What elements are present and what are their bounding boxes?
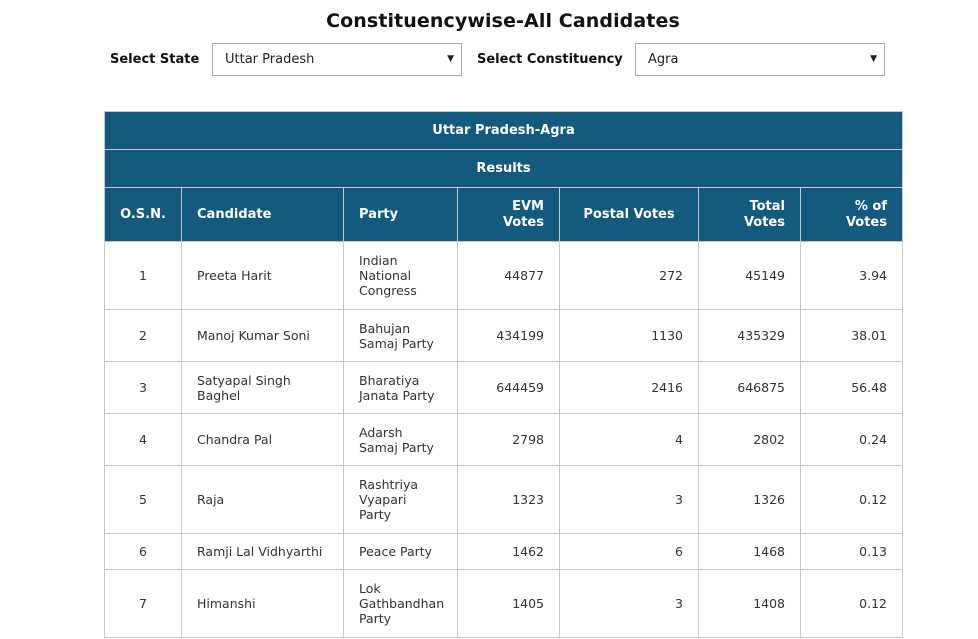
cell-percent-votes: 0.13 xyxy=(801,534,903,570)
cell-postal-votes: 1130 xyxy=(560,310,699,362)
cell-party-line: Rashtriya xyxy=(359,477,419,492)
constituency-banner: Uttar Pradesh-Agra xyxy=(105,112,903,150)
cell-party xyxy=(344,534,458,570)
header-pct-line1: % of xyxy=(854,198,887,214)
cell-party-line: Peace Party xyxy=(359,544,433,559)
cell-party-line: Lok xyxy=(359,581,381,596)
cell-evm-votes: 44877 xyxy=(458,242,560,310)
page-title: Constituencywise-All Candidates xyxy=(326,10,680,32)
cell-total-votes: 1408 xyxy=(699,570,801,638)
cell-osn: 7 xyxy=(105,570,182,638)
results-table xyxy=(104,111,903,638)
table-row xyxy=(105,362,903,414)
cell-total-votes: 646875 xyxy=(699,362,801,414)
cell-osn: 2 xyxy=(105,310,182,362)
header-osn: O.S.N. xyxy=(105,188,182,242)
table-row xyxy=(105,414,903,466)
cell-evm-votes: 644459 xyxy=(458,362,560,414)
constituency-select-value: Agra xyxy=(648,52,679,67)
cell-candidate-line: Chandra Pal xyxy=(197,432,273,447)
cell-candidate xyxy=(182,570,344,638)
table-row xyxy=(105,570,903,638)
cell-party-line: Congress xyxy=(359,283,417,298)
cell-candidate-line: Baghel xyxy=(197,387,241,403)
cell-evm-votes: 434199 xyxy=(458,310,560,362)
cell-postal-votes: 6 xyxy=(560,534,699,570)
cell-party-line: National xyxy=(359,268,412,283)
cell-total-votes: 1468 xyxy=(699,534,801,570)
cell-osn: 5 xyxy=(105,466,182,534)
results-banner: Results xyxy=(105,150,903,188)
cell-osn: 1 xyxy=(105,242,182,310)
table-row xyxy=(105,242,903,310)
cell-evm-votes: 1323 xyxy=(458,466,560,534)
cell-candidate-line: Manoj Kumar Soni xyxy=(197,328,310,343)
cell-percent-votes: 0.12 xyxy=(801,570,903,638)
cell-candidate-line: Satyapal Singh xyxy=(197,372,291,388)
cell-candidate-line: Himanshi xyxy=(197,596,256,611)
cell-total-votes: 1326 xyxy=(699,466,801,534)
cell-party-line: Bahujan xyxy=(359,320,411,336)
header-total-line1: Total xyxy=(749,198,785,214)
cell-candidate xyxy=(182,362,344,414)
cell-party-line: Vyapari xyxy=(359,492,407,507)
table-row xyxy=(105,466,903,534)
cell-osn: 4 xyxy=(105,414,182,466)
state-select-value: Uttar Pradesh xyxy=(225,52,315,67)
cell-postal-votes: 272 xyxy=(560,242,699,310)
header-evm-line1: EVM xyxy=(512,198,544,214)
cell-evm-votes: 1405 xyxy=(458,570,560,638)
cell-evm-votes: 2798 xyxy=(458,414,560,466)
cell-party-line: Samaj Party xyxy=(359,335,434,351)
cell-party xyxy=(344,310,458,362)
state-label: Select State xyxy=(110,52,200,67)
header-postal-votes: Postal Votes xyxy=(560,188,699,242)
cell-candidate-line: Ramji Lal Vidhyarthi xyxy=(197,544,323,559)
header-candidate: Candidate xyxy=(182,188,344,242)
cell-postal-votes: 2416 xyxy=(560,362,699,414)
cell-percent-votes: 0.24 xyxy=(801,414,903,466)
cell-party-line: Bharatiya xyxy=(359,372,420,388)
cell-percent-votes: 56.48 xyxy=(801,362,903,414)
cell-party-line: Party xyxy=(359,611,392,626)
chevron-down-icon: ▼ xyxy=(447,54,454,64)
cell-total-votes: 435329 xyxy=(699,310,801,362)
cell-postal-votes: 4 xyxy=(560,414,699,466)
table-row xyxy=(105,310,903,362)
cell-party-line: Gathbandhan xyxy=(359,596,445,611)
header-party: Party xyxy=(344,188,458,242)
header-total-line2: Votes xyxy=(743,214,785,230)
cell-party xyxy=(344,570,458,638)
cell-osn: 3 xyxy=(105,362,182,414)
cell-party-line: Janata Party xyxy=(359,387,435,403)
cell-candidate xyxy=(182,466,344,534)
cell-candidate xyxy=(182,242,344,310)
header-evm-votes xyxy=(458,188,560,242)
cell-candidate-line: Preeta Harit xyxy=(197,268,272,283)
cell-percent-votes: 3.94 xyxy=(801,242,903,310)
table-row xyxy=(105,534,903,570)
state-select[interactable] xyxy=(212,43,462,76)
cell-percent-votes: 38.01 xyxy=(801,310,903,362)
cell-party-line: Indian xyxy=(359,253,398,268)
cell-osn: 6 xyxy=(105,534,182,570)
cell-candidate xyxy=(182,310,344,362)
cell-party xyxy=(344,242,458,310)
chevron-down-icon: ▼ xyxy=(870,54,877,64)
cell-postal-votes: 3 xyxy=(560,570,699,638)
cell-party xyxy=(344,466,458,534)
header-percent-votes xyxy=(801,188,903,242)
cell-party-line: Samaj Party xyxy=(359,439,434,455)
cell-party xyxy=(344,414,458,466)
header-total-votes xyxy=(699,188,801,242)
cell-party xyxy=(344,362,458,414)
cell-candidate xyxy=(182,534,344,570)
header-evm-line2: Votes xyxy=(502,214,544,230)
cell-party-line: Party xyxy=(359,507,392,522)
cell-postal-votes: 3 xyxy=(560,466,699,534)
cell-total-votes: 45149 xyxy=(699,242,801,310)
cell-evm-votes: 1462 xyxy=(458,534,560,570)
constituency-select[interactable] xyxy=(635,43,885,76)
constituency-label: Select Constituency xyxy=(477,52,623,67)
cell-candidate xyxy=(182,414,344,466)
cell-percent-votes: 0.12 xyxy=(801,466,903,534)
cell-candidate-line: Raja xyxy=(197,492,225,507)
cell-party-line: Adarsh xyxy=(359,424,403,440)
header-pct-line2: Votes xyxy=(845,214,887,230)
cell-total-votes: 2802 xyxy=(699,414,801,466)
